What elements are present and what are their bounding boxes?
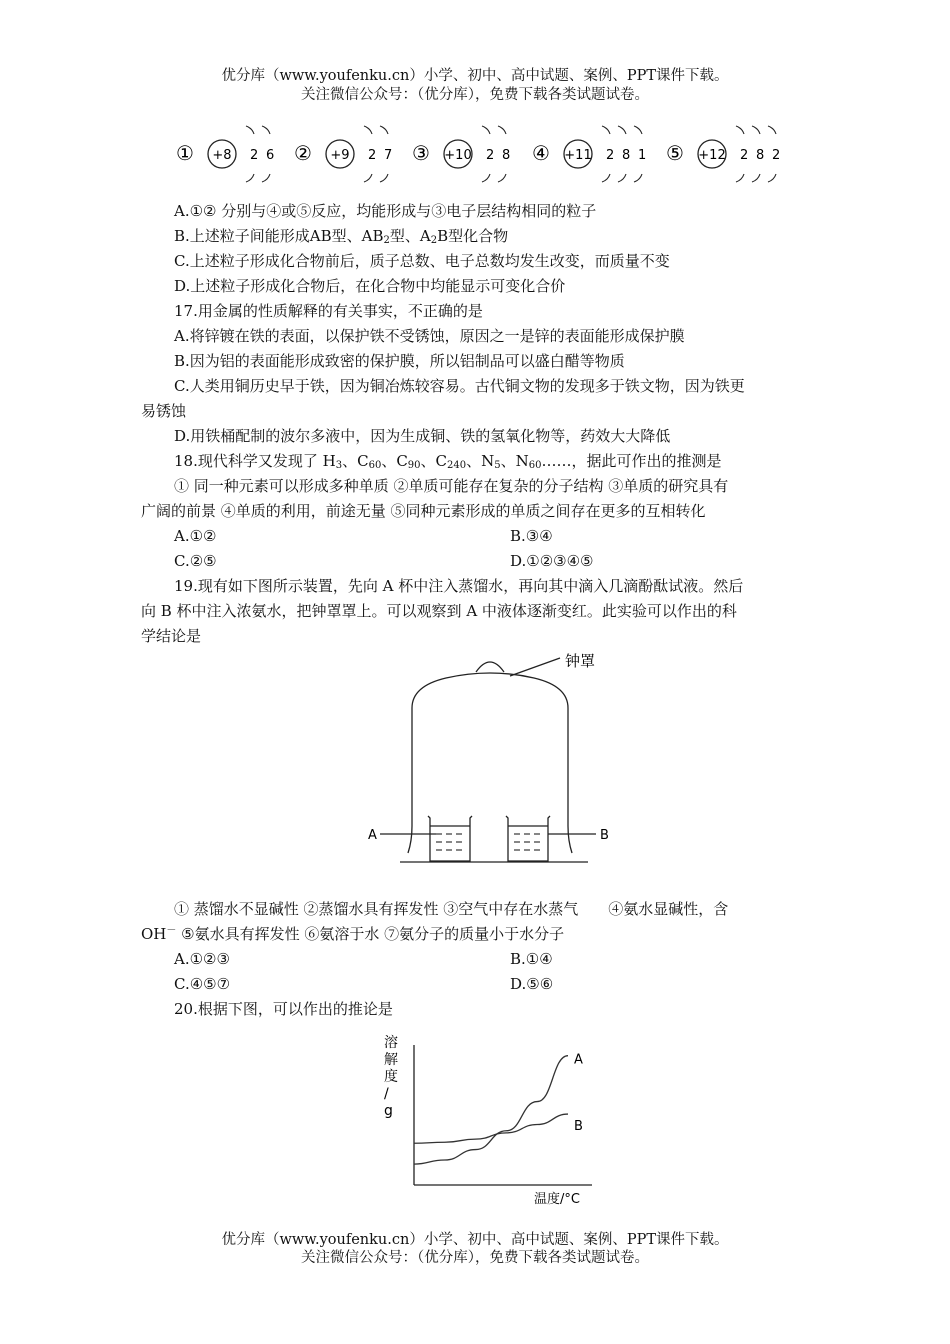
solubility-chart — [380, 1025, 610, 1210]
y-axis-label-char: / — [384, 1086, 389, 1102]
shell-arc-bottom — [768, 174, 776, 182]
shell-electrons: 2 — [368, 148, 377, 163]
bell-jar-figure — [360, 648, 630, 873]
bell-label-leader — [510, 658, 560, 676]
q17-option-a: A.将锌镀在铁的表面，以保护铁不受锈蚀，原因之一是锌的表面能形成保护膜 — [174, 327, 685, 345]
y-axis-label-char: 度 — [384, 1069, 398, 1085]
q17-option-c-line1: C.人类用铜历史早于铁，因为铜冶炼较容易。古代铜文物的发现多于铁文物，因为铁更 — [174, 377, 745, 395]
q18-statements-line2: 广阔的前景 ④单质的利用，前途无量 ⑤同种元素形成的单质之间存在更多的互相转化 — [141, 502, 706, 520]
q19-stem-line2: 向 B 杯中注入浓氨水，把钟罩罩上。可以观察到 A 中液体逐渐变红。此实验可以作出的科 — [141, 602, 737, 620]
shell-arc-top — [752, 126, 760, 134]
q17-stem: 17.用金属的性质解释的有关事实，不正确的是 — [174, 302, 483, 320]
nucleus-charge: +8 — [212, 148, 232, 163]
shell-arc-bottom — [634, 174, 642, 182]
nucleus-charge: +10 — [444, 148, 472, 163]
q18-stem: 18.现代科学又发现了 $H_3$、$C_{60}$、$C_{90}$、$C_{240}$、$N_5$、$N_{60}\dots\dots$，据此可作出的推测是 — [174, 452, 722, 471]
q17-option-d: D.用铁桶配制的波尔多液中，因为生成铜、铁的氢氧化物等，药效大大降低 — [174, 427, 671, 445]
shell-electrons: 2 — [772, 148, 781, 163]
nucleus-charge: +12 — [698, 148, 726, 163]
shell-arc-bottom — [618, 174, 626, 182]
atom-index: ③ — [412, 141, 430, 165]
shell-arc-bottom — [482, 174, 490, 182]
shell-arc-bottom — [364, 174, 372, 182]
shell-arc-top — [498, 126, 506, 134]
shell-electrons: 8 — [502, 148, 511, 163]
beaker-liquid-marks — [436, 834, 540, 850]
x-axis-label: 温度/°C — [534, 1192, 580, 1207]
q18-option-a: A.①② — [174, 527, 217, 545]
atom-diagram — [176, 126, 274, 182]
q19-statements-line2: OH－ ⑤氨水具有挥发性 ⑥氨溶于水 ⑦氨分子的质量小于水分子 — [141, 925, 565, 943]
header-line-1: 优分库（www.youfenku.cn）小学、初中、高中试题、案例、PPT课件下载。 — [221, 68, 729, 84]
q16-option-b: B.上述粒子间能形成AB型、$AB_2$型、$A_2B$型化合物 — [174, 227, 509, 246]
beaker-b — [506, 816, 550, 861]
shell-arc-top — [602, 126, 610, 134]
series-line-B — [414, 1114, 568, 1143]
atom-diagram — [666, 126, 780, 182]
beaker-a-label: A — [368, 828, 377, 843]
q19-option-a: A.①②③ — [174, 950, 230, 968]
q16-option-c: C.上述粒子形成化合物前后，质子总数、电子总数均发生改变，而质量不变 — [174, 252, 670, 270]
series-label-B: B — [574, 1119, 583, 1135]
shell-arc-top — [482, 126, 490, 134]
q18-option-d: D.①②③④⑤ — [510, 552, 594, 570]
series-line-A — [414, 1056, 568, 1164]
shell-arc-bottom — [752, 174, 760, 182]
series-label-A: A — [574, 1052, 583, 1068]
shell-arc-top — [262, 126, 270, 134]
shell-electrons: 1 — [638, 148, 647, 163]
footer-line-1: 优分库（www.youfenku.cn）小学、初中、高中试题、案例、PPT课件下载。 — [221, 1232, 729, 1248]
shell-electrons: 7 — [384, 148, 393, 163]
bell-jar-label: 钟罩 — [565, 652, 596, 670]
shell-electrons: 2 — [250, 148, 259, 163]
shell-electrons: 2 — [606, 148, 615, 163]
shell-electrons: 2 — [740, 148, 749, 163]
shell-arc-top — [634, 126, 642, 134]
footer-line-2: 关注微信公众号：（优分库），免费下载各类试题试卷。 — [301, 1250, 649, 1266]
shell-arc-top — [380, 126, 388, 134]
header-line-2: 关注微信公众号：（优分库），免费下载各类试题试卷。 — [301, 87, 649, 103]
atom-index: ⑤ — [666, 141, 684, 165]
q19-option-c: C.④⑤⑦ — [174, 975, 231, 993]
q16-option-d: D.上述粒子形成化合物后，在化合物中均能显示可变化合价 — [174, 277, 566, 295]
shell-electrons: 8 — [756, 148, 765, 163]
beaker-a — [428, 816, 472, 861]
atom-index: ④ — [532, 141, 550, 165]
atom-diagram — [412, 126, 510, 182]
shell-arc-top — [768, 126, 776, 134]
y-axis-label-char: 溶 — [384, 1035, 398, 1051]
q20-stem: 20.根据下图，可以作出的推论是 — [174, 1000, 393, 1018]
atom-diagram — [532, 126, 646, 182]
q19-statements-line1: ① 蒸馏水不显碱性 ②蒸馏水具有挥发性 ③空气中存在水蒸气 ④氨水显碱性，含 — [174, 900, 729, 918]
q18-option-c: C.②⑤ — [174, 552, 217, 570]
shell-arc-bottom — [262, 174, 270, 182]
shell-arc-bottom — [602, 174, 610, 182]
shell-arc-top — [246, 126, 254, 134]
nucleus-charge: +9 — [330, 148, 350, 163]
shell-arc-top — [618, 126, 626, 134]
shell-arc-bottom — [246, 174, 254, 182]
q19-option-d: D.⑤⑥ — [510, 975, 554, 993]
shell-arc-top — [736, 126, 744, 134]
atom-diagram — [294, 126, 392, 182]
q17-option-b: B.因为铝的表面能形成致密的保护膜，所以铝制品可以盛白醋等物质 — [174, 352, 625, 370]
shell-electrons: 6 — [266, 148, 275, 163]
shell-arc-bottom — [736, 174, 744, 182]
bell-jar-knob — [476, 662, 504, 672]
shell-arc-bottom — [380, 174, 388, 182]
shell-arc-bottom — [498, 174, 506, 182]
nucleus-charge: +11 — [564, 148, 592, 163]
atom-index: ① — [176, 141, 194, 165]
atom-structure-diagram — [170, 118, 790, 188]
y-axis-label-char: g — [384, 1103, 393, 1119]
q19-stem-line3: 学结论是 — [141, 627, 202, 645]
q16-option-a: A.①② 分别与④或⑤反应，均能形成与③电子层结构相同的粒子 — [174, 202, 597, 220]
shell-electrons: 8 — [622, 148, 631, 163]
q19-stem-line1: 19.现有如下图所示装置，先向 A 杯中注入蒸馏水，再向其中滴入几滴酚酞试液。然后 — [174, 577, 744, 595]
beaker-b-label: B — [600, 828, 609, 843]
shell-arc-top — [364, 126, 372, 134]
atom-index: ② — [294, 141, 312, 165]
q17-option-c-line2: 易锈蚀 — [141, 402, 187, 420]
q18-option-b: B.③④ — [510, 527, 553, 545]
q19-option-b: B.①④ — [510, 950, 553, 968]
q18-statements-line1: ① 同一种元素可以形成多种单质 ②单质可能存在复杂的分子结构 ③单质的研究具有 — [174, 477, 729, 495]
shell-electrons: 2 — [486, 148, 495, 163]
y-axis-label-char: 解 — [384, 1052, 398, 1068]
